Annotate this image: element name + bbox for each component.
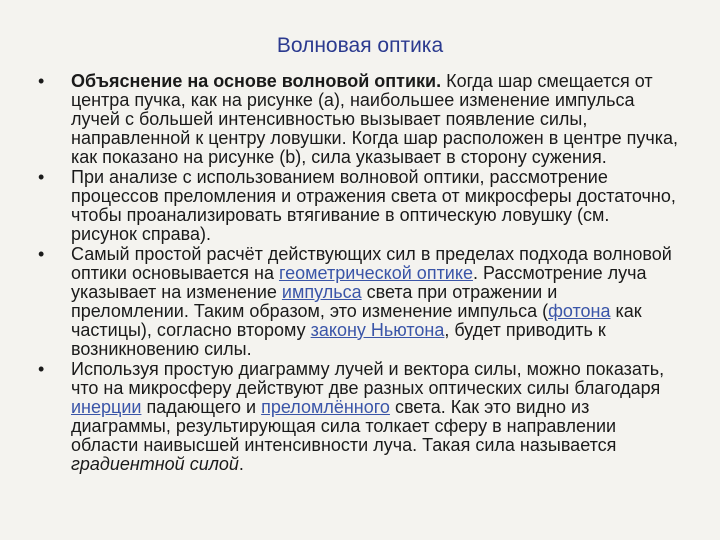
- link-refracted[interactable]: преломлённого: [261, 397, 390, 417]
- bullet-marker: •: [38, 71, 45, 91]
- bullet-marker: •: [38, 244, 45, 264]
- paragraph-text: падающего и: [141, 397, 262, 417]
- paragraph-text: Когда шар смещается от центра пучка, как на рисунке (a), наибольшее изменение импульса лучей с большей интенсивностью вызывает появление силы, направленной к центру ловушки. Когда шар расположен в центре пучка, как показано на рисунке (b), сила указывает в сторону сужения.: [71, 71, 678, 167]
- paragraph-text: , будет приводить к возникновению силы.: [71, 320, 606, 359]
- link-momentum[interactable]: импульса: [281, 282, 362, 302]
- paragraph-text: света при отражении и преломлении. Таким образом, это изменение импульса (: [71, 282, 558, 321]
- paragraph-text: света. Как это видно из диаграммы, результирующая сила толкает сферу в направлении области наивысшей интенсивности луча. Такая сила называется: [71, 397, 617, 455]
- link-inertia[interactable]: инерции: [71, 397, 142, 417]
- bullet-list: [38, 72, 678, 475]
- bullet-item: [38, 72, 678, 167]
- slide-title: Волновая оптика: [276, 34, 444, 57]
- italic-term: градиентной силой: [71, 454, 239, 474]
- link-newton-law[interactable]: закону Ньютона: [310, 320, 445, 340]
- bold-lead-text: Объяснение на основе волновой оптики.: [71, 71, 442, 91]
- bullet-item: [38, 360, 678, 474]
- paragraph-text: . Рассмотрение луча указывает на изменение: [71, 263, 647, 302]
- bullet-marker: •: [38, 167, 45, 187]
- paragraph-text: .: [238, 454, 244, 474]
- link-geometric-optics[interactable]: геометрической оптике: [278, 263, 473, 283]
- bullet-item: [38, 168, 678, 244]
- link-photon[interactable]: фотона: [548, 301, 611, 321]
- paragraph-text: Используя простую диаграмму лучей и вектора силы, можно показать, что на микросферу действуют две разных оптических силы благодаря: [71, 359, 665, 398]
- paragraph-text: как частицы), согласно второму: [71, 301, 642, 340]
- bullet-item: [38, 245, 678, 359]
- paragraph-text: Самый простой расчёт действующих сил в пределах подхода волновой оптики основывается на: [71, 244, 672, 283]
- bullet-marker: •: [38, 359, 45, 379]
- paragraph-text: При анализе с использованием волновой оптики, рассмотрение процессов преломления и отражения света от микросферы достаточно, чтобы проанализировать втягивание в оптическую ловушку (см. рисунок справа).: [71, 167, 676, 244]
